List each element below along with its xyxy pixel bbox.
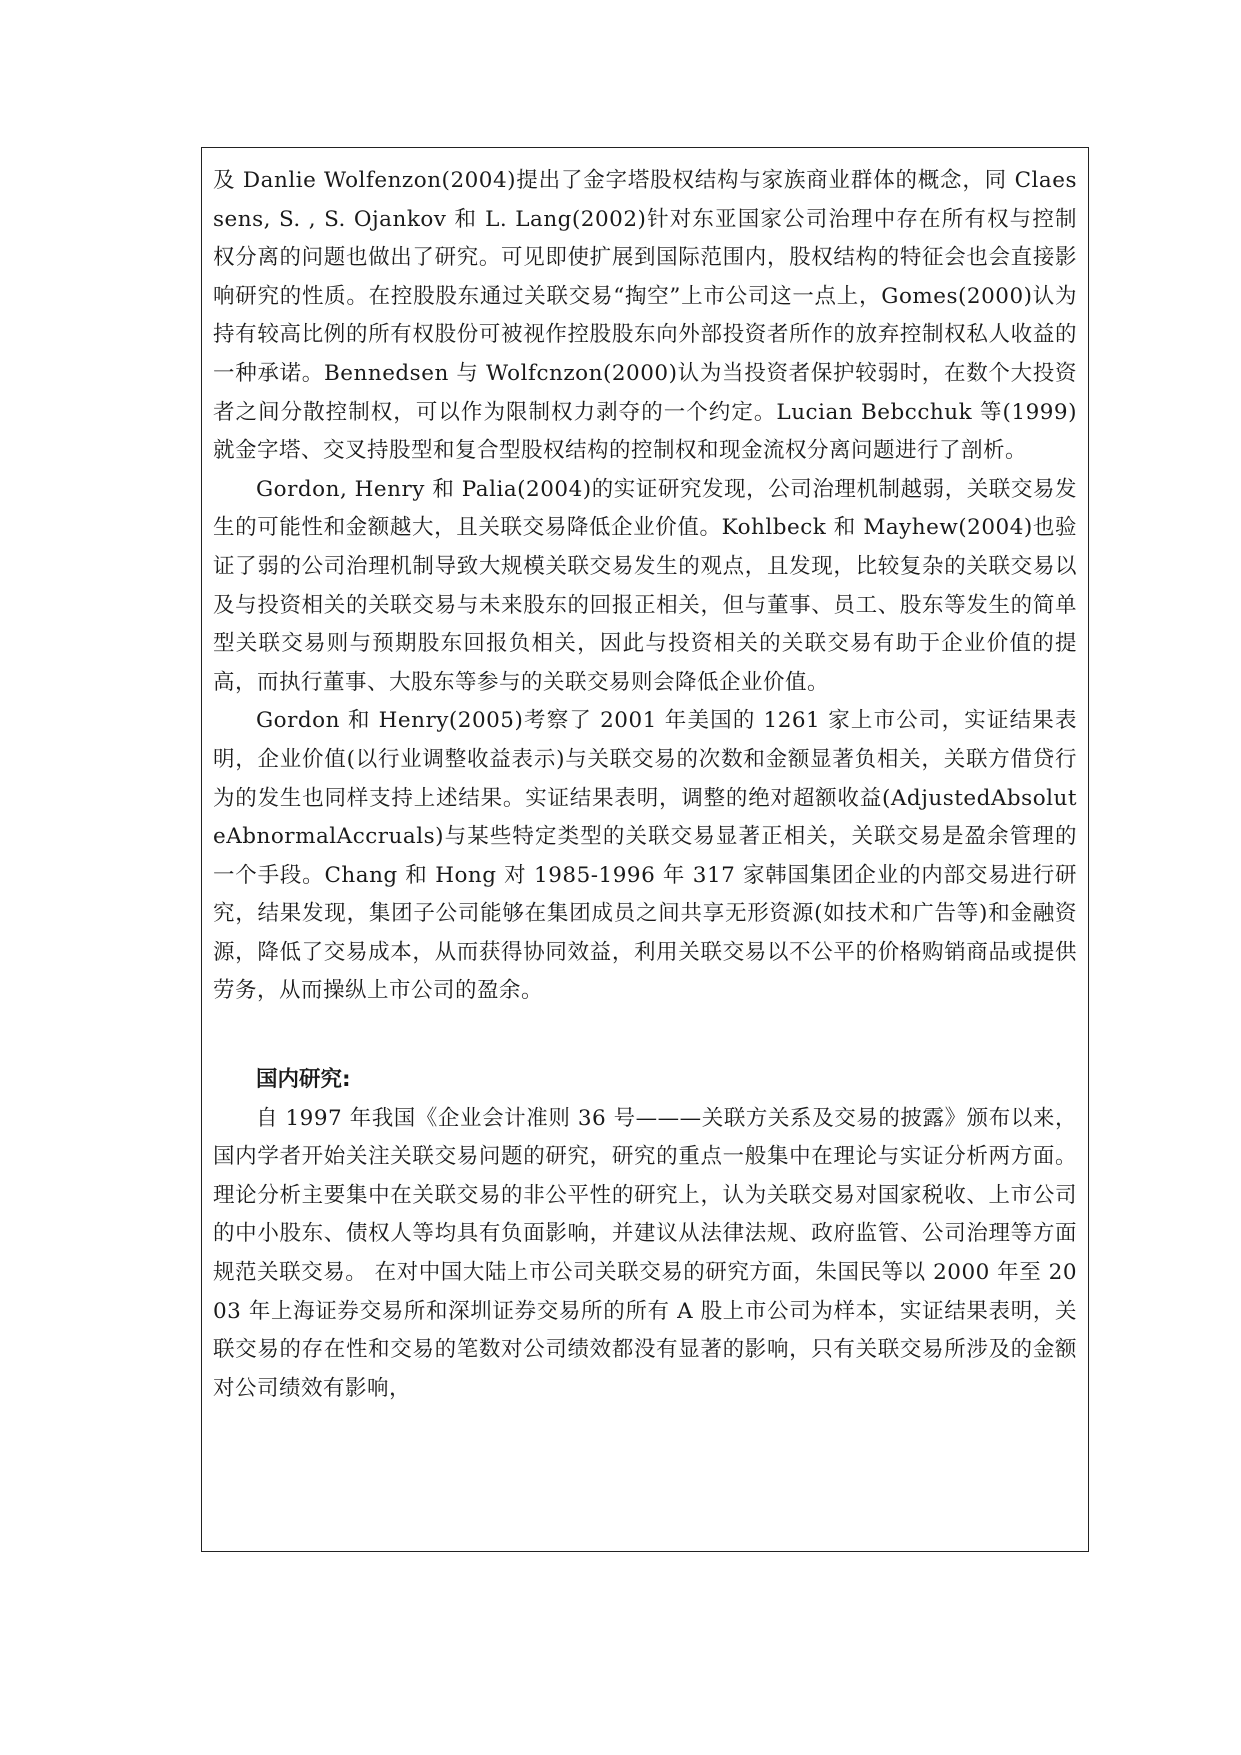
paragraph-gordon-henry-2005: Gordon 和 Henry(2005)考察了 2001 年美国的 1261 家上市公司，实证结果表明，企业价值(以行业调整收益表示)与关联交易的次数和金额显著负相关，关联方借贷行为的发生也同样支持上述结果。实证结果表明，调整的绝对超额收益(AdjustedAbsoluteAbnormalAccruals)与某些特定类型的关联交易显著正相关，关联交易是盈余管理的一个手段。Chang 和 Hong 对 1985-1996 年 317 家韩国集团企业的内部交易进行研究，结果发现，集团子公司能够在集团成员之间共享无形资源(如技术和广告等)和金融资源，降低了交易成本，从而获得协同效益，利用关联交易以不公平的价格购销商品或提供劳务，从而操纵上市公司的盈余。 — [213, 708, 1077, 1004]
paragraph-domestic-research: 自 1997 年我国《企业会计准则 36 号———关联方关系及交易的披露》颁布以来，国内学者开始关注关联交易问题的研究，研究的重点一般集中在理论与实证分析两方面。理论分析主要集中在关联交易的非公平性的研究上，认为关联交易对国家税收、上市公司的中小股东、债权人等均具有负面影响，并建议从法律法规、政府监管、公司治理等方面规范关联交易。 在对中国大陆上市公司关联交易的研究方面，朱国民等以 2000 年至 2003 年上海证券交易所和深圳证券交易所的所有 A 股上市公司为样本，实证结果表明，关联交易的存在性和交易的笔数对公司绩效都没有显著的影响，只有关联交易所涉及的金额对公司绩效有影响， — [213, 1105, 1077, 1401]
paragraph-gordon-henry-palia: Gordon, Henry 和 Palia(2004)的实证研究发现，公司治理机制越弱，关联交易发生的可能性和金额越大，且关联交易降低企业价值。Kohlbeck 和 Mayhew(2004)也验证了弱的公司治理机制导致大规模关联交易发生的观点，且发现，比较复杂的关联交易以及与投资相关的关联交易与未来股东的回报正相关，但与董事、员工、股东等发生的简单型关联交易则与预期股东回报负相关，因此与投资相关的关联交易有助于企业价值的提高，而执行董事、大股东等参与的关联交易则会降低企业价值。 — [213, 476, 1077, 695]
paragraph-foreign-research-continued: 及 Danlie Wolfenzon(2004)提出了金字塔股权结构与家族商业群体的概念，同 Claessens, S. , S. Ojankov 和 L. Lang(2002)针对东亚国家公司治理中存在所有权与控制权分离的问题也做出了研究。可见即使扩展到国际范围内，股权结构的特征会也会直接影响研究的性质。在控股股东通过关联交易“掏空”上市公司这一点上，Gomes(2000)认为持有较高比例的所有权股份可被视作控股股东向外部投资者所作的放弃控制权私人收益的一种承诺。Bennedsen 与 Wolfcnzon(2000)认为当投资者保护较弱时，在数个大投资者之间分散控制权，可以作为限制权力剥夺的一个约定。Lucian Bebcchuk 等(1999)就金字塔、交叉持股型和复合型股权结构的控制权和现金流权分离问题进行了剖析。 — [213, 168, 1077, 464]
section-heading-domestic-research: 国内研究: — [256, 1067, 351, 1093]
document-frame — [201, 147, 1089, 1552]
section-spacer — [213, 1011, 1077, 1061]
